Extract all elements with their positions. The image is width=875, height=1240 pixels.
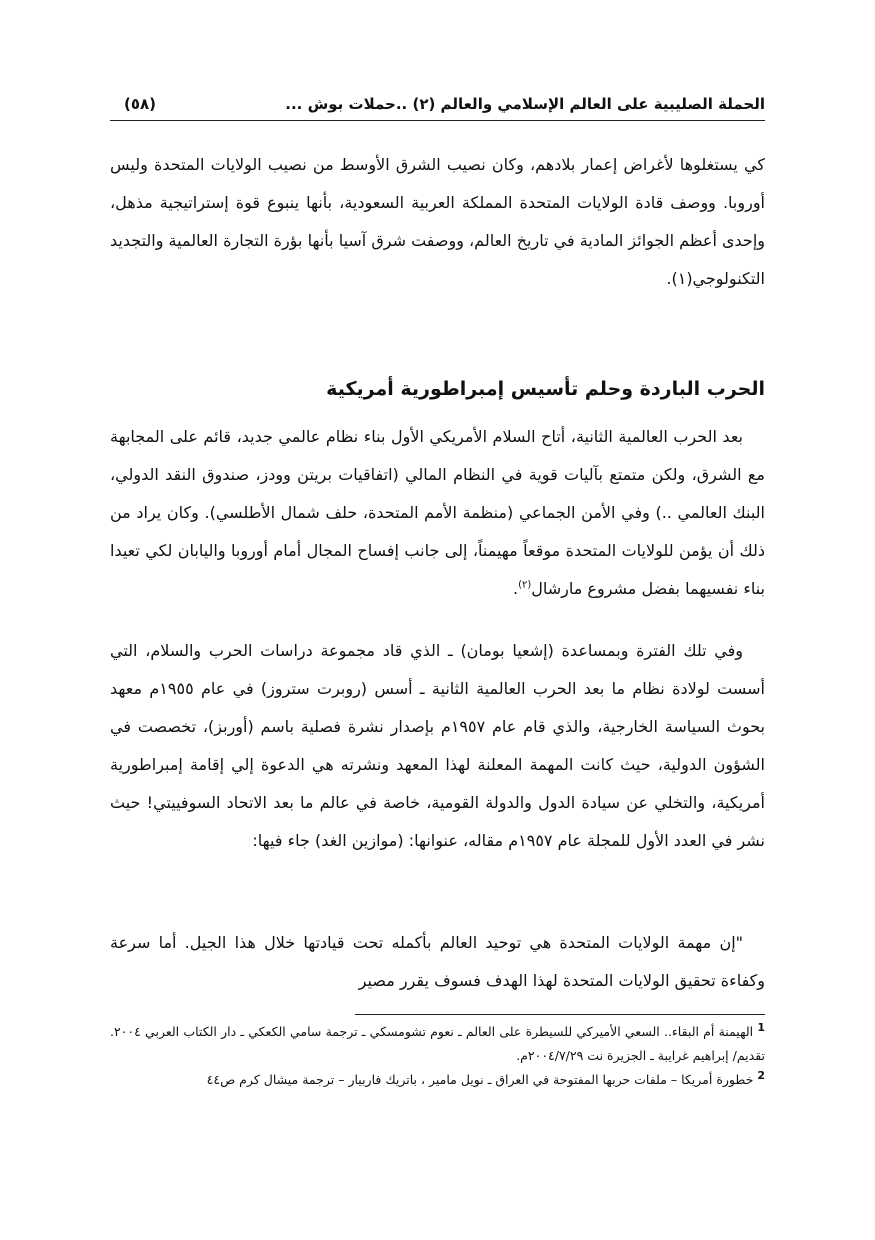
paragraph-3-text: وفي تلك الفترة وبمساعدة (إشعيا بومان) ـ الذي قاد مجموعة دراسات الحرب والسلام، التي أسست لولادة نظام ما بعد الحرب العالمية الثانية ـ أسس (روبرت ستروز) في عام ١٩٥٥م معهد بحوث السياسة الخارجية، والذي قام عام ١٩٥٧م بإصدار نشرة فصلية باسم (أوربز)، تخصصت في الشؤون الدولية، حيث كانت المهمة المعلنة لهذا المعهد ونشرته هي الدعوة إلي إقامة إمبراطورية أمريكية، والتخلي عن سيادة الدول والدولة القومية، خاصة في عالم ما بعد الاتحاد السوفييتي! حيث نشر في العدد الأول للمجلة عام ١٩٥٧م مقاله، عنوانها: (موازين الغد) جاء فيها: [110,641,766,850]
footnote-2-text: خطورة أمريكا – ملفات حربها المفتوحة في العراق ـ نويل مامير ، باتريك فاربيار – ترجمة ميشال كرم ص٤٤ [206,1072,754,1087]
paragraph-2-body [110,418,765,608]
paragraph-4 [110,924,765,1000]
document-page [110,0,765,1240]
section-heading: الحرب الباردة وحلم تأسيس إمبراطورية أمريكية [326,378,765,400]
footnote-ref-2: (٢) [518,579,532,591]
footnotes [110,1020,765,1092]
paragraph-3 [110,632,765,860]
page-number: (٥٨) [124,95,157,113]
paragraph-4-text: "إن مهمة الولايات المتحدة هي توحيد العالم بأكمله تحت قيادتها خلال هذا الجيل. أما سرعة وكفاءة تحقيق الولايات المتحدة لهذا الهدف فسوف يقرر مصير [110,933,765,990]
paragraph-1 [110,146,765,298]
footnote-1 [110,1020,765,1068]
paragraph-2-end: . [512,579,519,598]
paragraph-2-text: بعد الحرب العالمية الثانية، أتاح السلام الأمريكي الأول بناء نظام عالمي جديد، قائم على المجابهة مع الشرق، ولكن متمتع بآليات قوية في النظام المالي (اتفاقيات بريتن وودز، صندوق النقد الدولي، البنك العالمي ..) وفي الأمن الجماعي (منظمة الأمم المتحدة، حلف شمال الأطلسي). وكان يراد من ذلك أن يؤمن للولايات المتحدة موقعاً مهيمناً، إلى جانب إفساح المجال أمام أوروبا واليابان لكي تعيدا بناء نفسيهما بفضل مشروع مارشال [110,427,765,598]
paragraph-2 [110,418,765,608]
footnote-2 [110,1068,765,1092]
footnote-1-text: الهيمنة أم البقاء.. السعي الأميركي للسيطرة على العالم ـ نعوم تشومسكي ـ ترجمة سامي الكعكي ـ دار الكتاب العربي ٢٠٠٤. تقديم/ إبراهيم غرايبة ـ الجزيرة نت ٢٠٠٤/٧/٢٩م. [110,1024,765,1063]
header-title: الحملة الصليبية على العالم الإسلامي والعالم (٢) ..حملات بوش ... [285,95,765,113]
running-header [110,88,765,121]
paragraph-1-text: كي يستغلوها لأغراض إعمار بلادهم، وكان نصيب الشرق الأوسط من نصيب الولايات المتحدة وليس أوروبا. ووصف قادة الولايات المتحدة المملكة العربية السعودية، بأنها ينبوع قوة إستراتيجية مذهل، وإحدى أعظم الجوائز المادية في تاريخ العالم، ووصفت شرق آسيا بأنها بؤرة التجارة العالمية والتجديد التكنولوجي(١). [110,155,765,288]
footnote-divider [355,1014,765,1015]
footnote-1-mark: 1 [757,1020,765,1034]
footnote-2-mark: 2 [757,1068,765,1082]
